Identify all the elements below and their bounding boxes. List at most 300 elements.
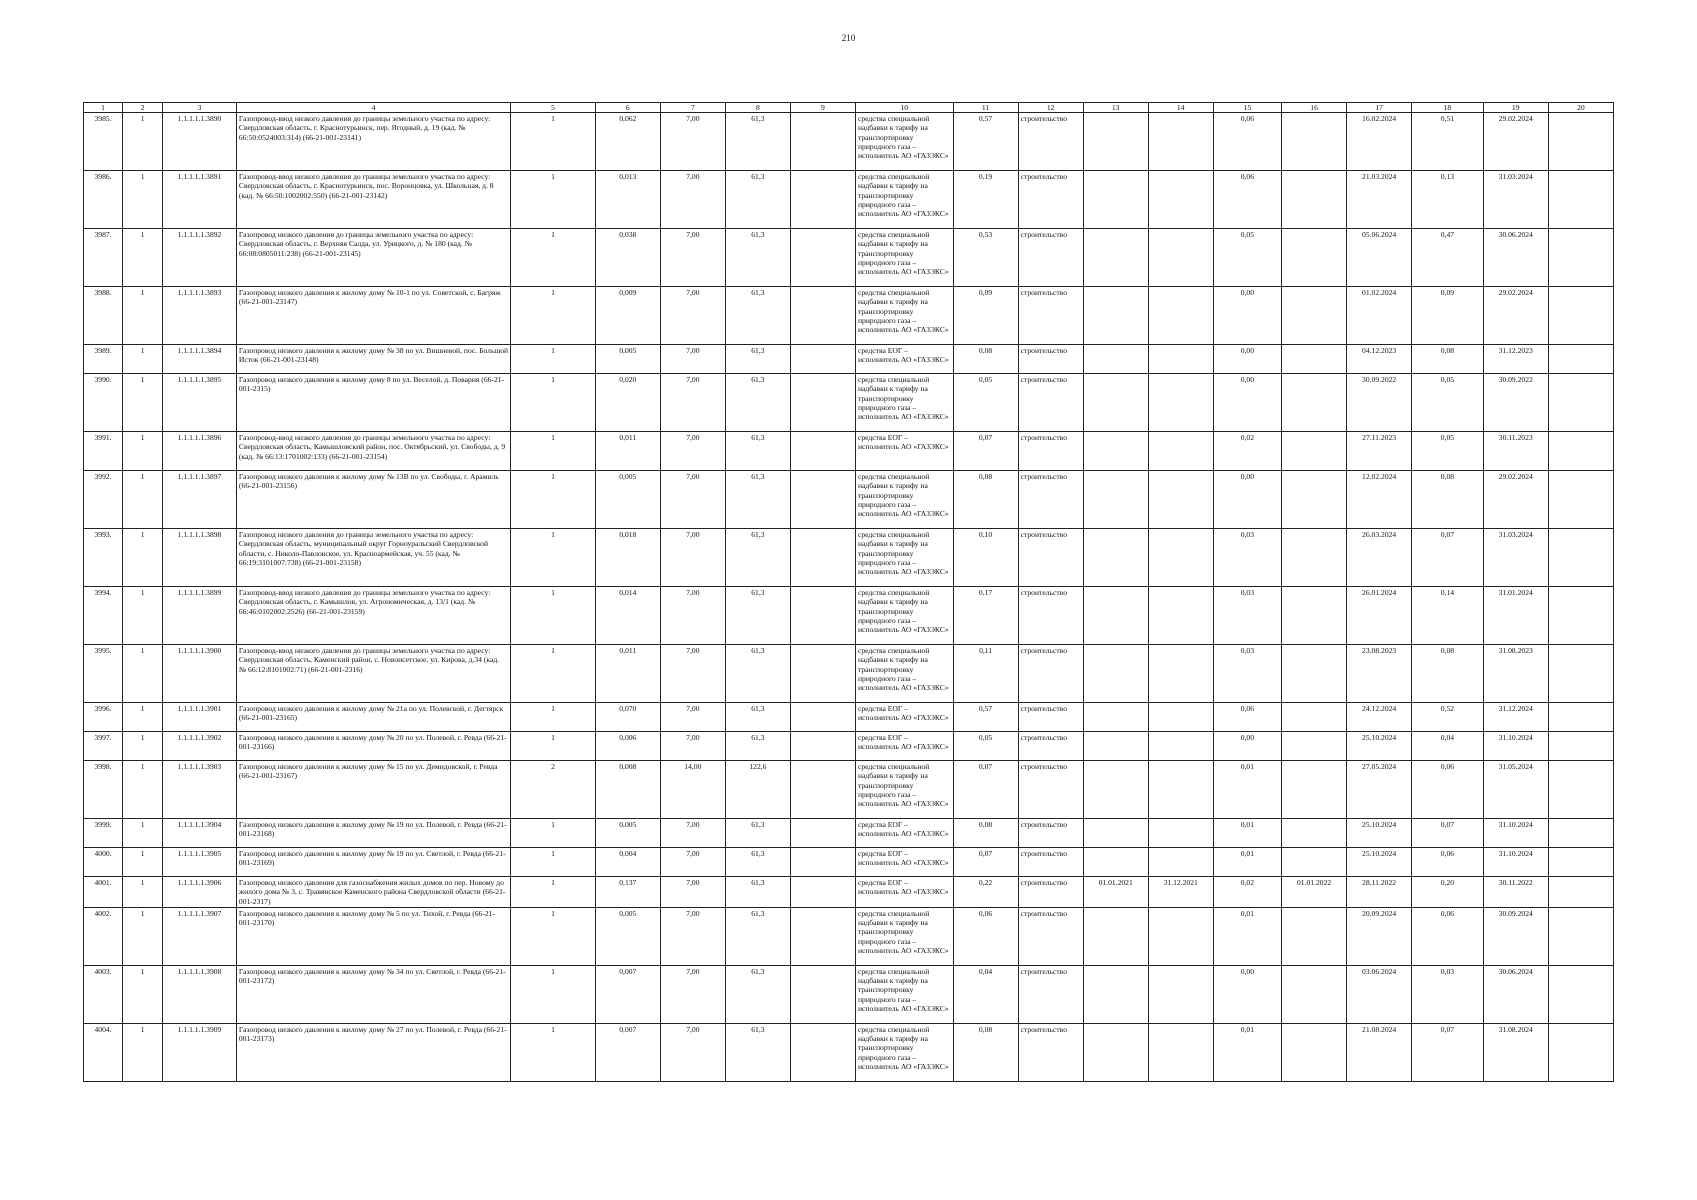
table-cell: 0,51 bbox=[1412, 113, 1484, 171]
table-cell bbox=[1548, 345, 1613, 374]
page-number: 210 bbox=[841, 33, 856, 43]
table-cell: 3991. bbox=[84, 432, 123, 471]
table-cell: 3993. bbox=[84, 529, 123, 587]
table-cell bbox=[1548, 907, 1613, 965]
table-cell bbox=[1282, 229, 1347, 287]
table-cell: 30.11.2022 bbox=[1483, 877, 1548, 908]
table-cell bbox=[1282, 171, 1347, 229]
table-cell: 20.09.2024 bbox=[1347, 907, 1412, 965]
table-cell bbox=[1282, 819, 1347, 848]
table-cell: 1.1.1.1.1.3899 bbox=[163, 587, 237, 645]
column-number-row bbox=[84, 103, 1614, 113]
table-cell: строительство bbox=[1018, 907, 1083, 965]
table-row bbox=[84, 819, 1614, 848]
table-cell: Газопровод низкого давления к жилому дому № 15 по ул. Демидовской, г. Ревда (66-21-001-23167) bbox=[236, 761, 510, 819]
table-cell: 1 bbox=[123, 229, 163, 287]
table-cell: 7,00 bbox=[660, 907, 725, 965]
table-cell bbox=[1282, 703, 1347, 732]
table-cell: 1.1.1.1.1.3908 bbox=[163, 965, 237, 1023]
table-cell: 0,013 bbox=[595, 171, 660, 229]
table-cell: Газопровод низкого давления к жилому дому № 5 по ул. Тихой, г. Ревда (66-21-001-23170) bbox=[236, 907, 510, 965]
table-cell bbox=[1282, 113, 1347, 171]
table-cell bbox=[1083, 848, 1148, 877]
table-cell: 0,05 bbox=[1412, 374, 1484, 432]
table-cell bbox=[1548, 645, 1613, 703]
table-row bbox=[84, 761, 1614, 819]
table-cell: 3996. bbox=[84, 703, 123, 732]
table-cell: 61,3 bbox=[725, 287, 790, 345]
table-cell: средства специальной надбавки к тарифу на транспортировку природного газа – исполнитель АО «ГАЗЭКС» bbox=[855, 587, 953, 645]
table-cell: 30.09.2022 bbox=[1347, 374, 1412, 432]
table-cell bbox=[1548, 732, 1613, 761]
table-cell: Газопровод-ввод низкого давления до границы земельного участка по адресу: Свердловская область, г. Камышлов, ул. Агрономическая, д. 13/1 (кад. № 66:46:0102002:2526) (66-21-001-23159) bbox=[236, 587, 510, 645]
table-cell bbox=[1548, 965, 1613, 1023]
table-cell: 1 bbox=[511, 587, 596, 645]
table-cell bbox=[790, 171, 855, 229]
table-cell: 0,02 bbox=[1213, 877, 1281, 908]
column-header: 15 bbox=[1213, 103, 1281, 113]
table-cell: 1.1.1.1.1.3895 bbox=[163, 374, 237, 432]
table-cell: строительство bbox=[1018, 345, 1083, 374]
table-cell: 0,08 bbox=[1412, 471, 1484, 529]
table-cell: 1 bbox=[511, 848, 596, 877]
table-cell bbox=[1282, 907, 1347, 965]
table-cell: 01.01.2021 bbox=[1083, 877, 1148, 908]
table-cell: 16.02.2024 bbox=[1347, 113, 1412, 171]
table-cell bbox=[1083, 171, 1148, 229]
table-cell: 3989. bbox=[84, 345, 123, 374]
column-header: 11 bbox=[953, 103, 1018, 113]
table-cell: Газопровод низкого давления к жилому дому № 38 по ул. Вишневой, пос. Большой Исток (66-21-001-23148) bbox=[236, 345, 510, 374]
table-cell: 01.01.2022 bbox=[1282, 877, 1347, 908]
table-cell: 0,004 bbox=[595, 848, 660, 877]
table-cell bbox=[1148, 287, 1213, 345]
table-cell: 61,3 bbox=[725, 848, 790, 877]
table-cell: средства специальной надбавки к тарифу на транспортировку природного газа – исполнитель АО «ГАЗЭКС» bbox=[855, 229, 953, 287]
table-cell: 1 bbox=[123, 432, 163, 471]
table-cell bbox=[1548, 432, 1613, 471]
table-cell: 7,00 bbox=[660, 529, 725, 587]
table-cell: 0,03 bbox=[1213, 587, 1281, 645]
table-cell: 61,3 bbox=[725, 113, 790, 171]
table-cell: 0,006 bbox=[595, 732, 660, 761]
table-cell: 0,17 bbox=[953, 587, 1018, 645]
table-cell: 0,05 bbox=[953, 732, 1018, 761]
table-cell: 61,3 bbox=[725, 345, 790, 374]
table-cell: 1.1.1.1.1.3905 bbox=[163, 848, 237, 877]
column-header: 1 bbox=[84, 103, 123, 113]
table-cell: средства ЕОГ – исполнитель АО «ГАЗЭКС» bbox=[855, 848, 953, 877]
table-cell: 30.06.2024 bbox=[1483, 229, 1548, 287]
table-cell: 1.1.1.1.1.3896 bbox=[163, 432, 237, 471]
table-cell: строительство bbox=[1018, 229, 1083, 287]
table-cell: 61,3 bbox=[725, 1023, 790, 1081]
table-cell: 0,009 bbox=[595, 287, 660, 345]
table-cell: 0,10 bbox=[953, 529, 1018, 587]
table-cell: 31.10.2024 bbox=[1483, 819, 1548, 848]
table-cell bbox=[1282, 345, 1347, 374]
table-cell: 0,00 bbox=[1213, 345, 1281, 374]
table-cell: 0,018 bbox=[595, 529, 660, 587]
table-cell: 1.1.1.1.1.3906 bbox=[163, 877, 237, 908]
table-cell bbox=[1083, 529, 1148, 587]
table-cell: 0,01 bbox=[1213, 907, 1281, 965]
table-cell: Газопровод низкого давления к жилому дому № 21а по ул. Полевской, г. Дегтярск (66-21-001-23165) bbox=[236, 703, 510, 732]
table-cell bbox=[1548, 587, 1613, 645]
table-cell: 31.05.2024 bbox=[1483, 761, 1548, 819]
table-cell: 3995. bbox=[84, 645, 123, 703]
table-cell: 4003. bbox=[84, 965, 123, 1023]
table-cell: 0,005 bbox=[595, 819, 660, 848]
table-cell: 1.1.1.1.1.3898 bbox=[163, 529, 237, 587]
table-row bbox=[84, 287, 1614, 345]
column-header: 20 bbox=[1548, 103, 1613, 113]
table-cell: 1 bbox=[123, 877, 163, 908]
table-cell: 0,005 bbox=[595, 345, 660, 374]
table-cell: 7,00 bbox=[660, 1023, 725, 1081]
table-cell: Газопровод низкого давления к жилому дому № 34 по ул. Светлой, г. Ревда (66-21-001-23172) bbox=[236, 965, 510, 1023]
table-cell bbox=[1548, 761, 1613, 819]
table-cell: 0,020 bbox=[595, 374, 660, 432]
table-cell bbox=[1148, 761, 1213, 819]
table-cell: 61,3 bbox=[725, 732, 790, 761]
table-row bbox=[84, 587, 1614, 645]
table-cell bbox=[1083, 471, 1148, 529]
table-cell: строительство bbox=[1018, 432, 1083, 471]
table-cell: 1.1.1.1.1.3893 bbox=[163, 287, 237, 345]
table-cell: 0,08 bbox=[953, 345, 1018, 374]
table-cell: 1 bbox=[511, 471, 596, 529]
table-cell bbox=[790, 819, 855, 848]
table-cell: 1.1.1.1.1.3891 bbox=[163, 171, 237, 229]
table-cell: средства ЕОГ – исполнитель АО «ГАЗЭКС» bbox=[855, 703, 953, 732]
table-cell: 14,00 bbox=[660, 761, 725, 819]
table-cell: 1 bbox=[511, 374, 596, 432]
table-cell: 31.10.2024 bbox=[1483, 848, 1548, 877]
table-cell bbox=[1148, 171, 1213, 229]
table-cell bbox=[1083, 732, 1148, 761]
table-cell: 0,06 bbox=[1412, 761, 1484, 819]
table-cell: 0,08 bbox=[1412, 345, 1484, 374]
table-cell bbox=[1548, 703, 1613, 732]
table-cell bbox=[1083, 345, 1148, 374]
table-cell: средства специальной надбавки к тарифу на транспортировку природного газа – исполнитель АО «ГАЗЭКС» bbox=[855, 529, 953, 587]
table-cell: 1 bbox=[511, 819, 596, 848]
table-cell: 7,00 bbox=[660, 848, 725, 877]
table-cell bbox=[1148, 965, 1213, 1023]
table-cell bbox=[790, 529, 855, 587]
table-cell: 0,02 bbox=[1213, 432, 1281, 471]
table-cell: 7,00 bbox=[660, 113, 725, 171]
table-cell bbox=[1282, 471, 1347, 529]
table-cell: средства специальной надбавки к тарифу на транспортировку природного газа – исполнитель АО «ГАЗЭКС» bbox=[855, 471, 953, 529]
table-cell: 7,00 bbox=[660, 703, 725, 732]
table-cell: 1 bbox=[123, 529, 163, 587]
table-cell: строительство bbox=[1018, 471, 1083, 529]
table-cell: 26.01.2024 bbox=[1347, 587, 1412, 645]
table-cell: 7,00 bbox=[660, 432, 725, 471]
table-cell bbox=[790, 877, 855, 908]
table-cell: 7,00 bbox=[660, 374, 725, 432]
table-cell: 61,3 bbox=[725, 529, 790, 587]
column-header: 17 bbox=[1347, 103, 1412, 113]
table-cell: строительство bbox=[1018, 819, 1083, 848]
table-cell bbox=[790, 907, 855, 965]
table-cell bbox=[1083, 287, 1148, 345]
table-cell: 3997. bbox=[84, 732, 123, 761]
table-cell bbox=[1282, 965, 1347, 1023]
table-cell: 31.01.2024 bbox=[1483, 587, 1548, 645]
table-cell bbox=[1083, 965, 1148, 1023]
table-cell: 30.09.2024 bbox=[1483, 907, 1548, 965]
table-cell: 7,00 bbox=[660, 587, 725, 645]
table-cell: 1 bbox=[511, 877, 596, 908]
table-cell: 12.02.2024 bbox=[1347, 471, 1412, 529]
table-cell: 1 bbox=[123, 732, 163, 761]
table-cell: 1 bbox=[123, 471, 163, 529]
table-cell bbox=[1148, 703, 1213, 732]
table-cell bbox=[1148, 432, 1213, 471]
table-cell bbox=[1083, 761, 1148, 819]
table-cell: 28.11.2022 bbox=[1347, 877, 1412, 908]
table-cell: 3986. bbox=[84, 171, 123, 229]
table-cell bbox=[1282, 761, 1347, 819]
table-cell: строительство bbox=[1018, 113, 1083, 171]
table-cell bbox=[790, 374, 855, 432]
table-cell: 0,05 bbox=[1213, 229, 1281, 287]
table-cell: 0,07 bbox=[1412, 1023, 1484, 1081]
table-cell bbox=[1083, 703, 1148, 732]
table-row bbox=[84, 345, 1614, 374]
table-cell: 31.10.2024 bbox=[1483, 732, 1548, 761]
table-cell: Газопровод низкого давления к жилому дому 8 по ул. Веселой, д. Поварня (66-21-001-2315) bbox=[236, 374, 510, 432]
column-header: 2 bbox=[123, 103, 163, 113]
table-cell: 0,005 bbox=[595, 471, 660, 529]
table-cell: 0,00 bbox=[1213, 732, 1281, 761]
table-row bbox=[84, 471, 1614, 529]
column-header: 16 bbox=[1282, 103, 1347, 113]
table-cell: 4004. bbox=[84, 1023, 123, 1081]
table-row bbox=[84, 907, 1614, 965]
table-row bbox=[84, 965, 1614, 1023]
table-cell: 0,07 bbox=[953, 761, 1018, 819]
table-cell: 30.06.2024 bbox=[1483, 965, 1548, 1023]
table-row bbox=[84, 432, 1614, 471]
table-cell: 04.12.2023 bbox=[1347, 345, 1412, 374]
table-cell: 1 bbox=[511, 287, 596, 345]
table-cell bbox=[1548, 113, 1613, 171]
table-cell bbox=[1148, 907, 1213, 965]
table-row bbox=[84, 374, 1614, 432]
table-cell bbox=[1282, 374, 1347, 432]
column-header: 7 bbox=[660, 103, 725, 113]
table-cell: 1 bbox=[123, 171, 163, 229]
table-cell: 0,08 bbox=[953, 1023, 1018, 1081]
table-cell: 1.1.1.1.1.3897 bbox=[163, 471, 237, 529]
table-cell: 0,005 bbox=[595, 907, 660, 965]
table-cell: 1.1.1.1.1.3894 bbox=[163, 345, 237, 374]
table-row bbox=[84, 529, 1614, 587]
table-cell: 30.09.2022 bbox=[1483, 374, 1548, 432]
table-cell: 31.08.2024 bbox=[1483, 1023, 1548, 1081]
table-cell: 1 bbox=[123, 645, 163, 703]
table-cell bbox=[1548, 471, 1613, 529]
table-cell: Газопровод низкого давления к жилому дому № 13В по ул. Свободы, г. Арамиль (66-21-001-23156) bbox=[236, 471, 510, 529]
table-cell: 3988. bbox=[84, 287, 123, 345]
table-cell: 31.03.2024 bbox=[1483, 171, 1548, 229]
table-cell: 1 bbox=[123, 848, 163, 877]
table-cell: 0,00 bbox=[1213, 374, 1281, 432]
table-cell: 61,3 bbox=[725, 877, 790, 908]
table-cell: 0,07 bbox=[953, 848, 1018, 877]
investment-program-table bbox=[83, 102, 1614, 1082]
table-cell bbox=[1548, 848, 1613, 877]
table-row bbox=[84, 171, 1614, 229]
table-cell: 26.03.2024 bbox=[1347, 529, 1412, 587]
table-cell: 0,07 bbox=[1412, 529, 1484, 587]
table-cell: 7,00 bbox=[660, 471, 725, 529]
table-cell: 1 bbox=[511, 645, 596, 703]
table-cell: 0,06 bbox=[1412, 848, 1484, 877]
table-cell: 61,3 bbox=[725, 965, 790, 1023]
table-cell: 0,08 bbox=[953, 819, 1018, 848]
table-cell: 25.10.2024 bbox=[1347, 732, 1412, 761]
table-cell: строительство bbox=[1018, 171, 1083, 229]
table-cell: Газопровод низкого давления к жилому дому № 19 по ул. Полевой, г. Ревда (66-21-001-23168) bbox=[236, 819, 510, 848]
table-cell: Газопровод низкого давления к жилому дому № 10-1 по ул. Советской, с. Багряж (66-21-001-23147) bbox=[236, 287, 510, 345]
table-cell: 1 bbox=[511, 171, 596, 229]
table-cell: 1.1.1.1.1.3909 bbox=[163, 1023, 237, 1081]
table-cell: 0,01 bbox=[1213, 761, 1281, 819]
table-cell: 1.1.1.1.1.3900 bbox=[163, 645, 237, 703]
table-cell: 7,00 bbox=[660, 345, 725, 374]
table-cell: 1 bbox=[511, 965, 596, 1023]
table-cell: 01.02.2024 bbox=[1347, 287, 1412, 345]
table-cell: 1 bbox=[123, 345, 163, 374]
table-cell bbox=[1282, 432, 1347, 471]
table-cell: 0,22 bbox=[953, 877, 1018, 908]
table-cell: средства специальной надбавки к тарифу на транспортировку природного газа – исполнитель АО «ГАЗЭКС» bbox=[855, 171, 953, 229]
table-cell bbox=[1083, 587, 1148, 645]
table-cell: строительство bbox=[1018, 1023, 1083, 1081]
table-cell bbox=[790, 471, 855, 529]
table-cell bbox=[1148, 113, 1213, 171]
column-header: 8 bbox=[725, 103, 790, 113]
table-cell: Газопровод низкого давления до границы земельного участка по адресу: Свердловская область, муниципальный округ Горноуральский Свердловской области, с. Николо-Павловское, ул. Красноармейская, уч. 55 (кад. № 66:19:3101007:738) (66-21-001-23158) bbox=[236, 529, 510, 587]
table-cell: 3998. bbox=[84, 761, 123, 819]
table-cell: 1 bbox=[123, 907, 163, 965]
table-cell: 0,07 bbox=[953, 432, 1018, 471]
table-cell: 7,00 bbox=[660, 732, 725, 761]
table-cell bbox=[790, 345, 855, 374]
table-row bbox=[84, 732, 1614, 761]
table-cell bbox=[1083, 432, 1148, 471]
column-header: 13 bbox=[1083, 103, 1148, 113]
table-cell: 3994. bbox=[84, 587, 123, 645]
table-cell: 3990. bbox=[84, 374, 123, 432]
table-cell: средства специальной надбавки к тарифу на транспортировку природного газа – исполнитель АО «ГАЗЭКС» bbox=[855, 907, 953, 965]
table-cell: 0,57 bbox=[953, 113, 1018, 171]
table-cell: 25.10.2024 bbox=[1347, 819, 1412, 848]
table-cell bbox=[1083, 113, 1148, 171]
table-cell: 0,03 bbox=[1412, 965, 1484, 1023]
table-row bbox=[84, 229, 1614, 287]
table-cell: 1 bbox=[511, 229, 596, 287]
table-cell: средства ЕОГ – исполнитель АО «ГАЗЭКС» bbox=[855, 877, 953, 908]
table-cell: средства ЕОГ – исполнитель АО «ГАЗЭКС» bbox=[855, 432, 953, 471]
table-cell: 29.02.2024 bbox=[1483, 113, 1548, 171]
table-cell bbox=[790, 732, 855, 761]
table-cell bbox=[1548, 819, 1613, 848]
table-cell: 1 bbox=[511, 113, 596, 171]
table-cell: 0,06 bbox=[1213, 113, 1281, 171]
table-cell bbox=[790, 432, 855, 471]
table-cell bbox=[1148, 529, 1213, 587]
table-cell: 7,00 bbox=[660, 645, 725, 703]
table-cell: 31.12.2023 bbox=[1483, 345, 1548, 374]
column-header: 4 bbox=[236, 103, 510, 113]
table-cell: 1 bbox=[123, 1023, 163, 1081]
table-cell: 2 bbox=[511, 761, 596, 819]
table-cell bbox=[1148, 229, 1213, 287]
table-cell: 0,08 bbox=[953, 471, 1018, 529]
table-cell bbox=[790, 229, 855, 287]
table-cell: 1 bbox=[123, 965, 163, 1023]
table-cell bbox=[1548, 171, 1613, 229]
column-header: 6 bbox=[595, 103, 660, 113]
table-cell: 1.1.1.1.1.3902 bbox=[163, 732, 237, 761]
table-cell bbox=[1083, 1023, 1148, 1081]
table-cell bbox=[1148, 819, 1213, 848]
table-cell: 0,14 bbox=[1412, 587, 1484, 645]
table-cell bbox=[790, 113, 855, 171]
table-cell: 61,3 bbox=[725, 374, 790, 432]
table-cell: средства специальной надбавки к тарифу на транспортировку природного газа – исполнитель АО «ГАЗЭКС» bbox=[855, 1023, 953, 1081]
table-cell: 7,00 bbox=[660, 287, 725, 345]
table-cell: 1 bbox=[123, 587, 163, 645]
table-cell: 0,52 bbox=[1412, 703, 1484, 732]
column-header: 19 bbox=[1483, 103, 1548, 113]
table-cell: 1 bbox=[511, 703, 596, 732]
table-cell: средства специальной надбавки к тарифу на транспортировку природного газа – исполнитель АО «ГАЗЭКС» bbox=[855, 374, 953, 432]
table-cell: 1 bbox=[511, 732, 596, 761]
table-cell: 7,00 bbox=[660, 877, 725, 908]
table-cell: 0,05 bbox=[1412, 432, 1484, 471]
table-row bbox=[84, 113, 1614, 171]
table-cell: строительство bbox=[1018, 529, 1083, 587]
table-cell: Газопровод-ввод низкого давления до границы земельного участка по адресу: Свердловская область, Камышловский район, пос. Октябрьский, ул. Свободы, д. 9 (кад. № 66:13:1701002:133) (66-21-001-23154) bbox=[236, 432, 510, 471]
table-cell: 61,3 bbox=[725, 819, 790, 848]
table-cell: строительство bbox=[1018, 877, 1083, 908]
table-cell: строительство bbox=[1018, 965, 1083, 1023]
table-cell: 0,09 bbox=[1412, 287, 1484, 345]
table-cell: 7,00 bbox=[660, 171, 725, 229]
table-cell: 0,53 bbox=[953, 229, 1018, 287]
table-cell: 1 bbox=[123, 374, 163, 432]
table-cell: 4002. bbox=[84, 907, 123, 965]
table-cell: 0,04 bbox=[1412, 732, 1484, 761]
table-cell: Газопровод низкого давления к жилому дому № 20 по ул. Полевой, г. Ревда (66-21-001-23166) bbox=[236, 732, 510, 761]
table-cell: 7,00 bbox=[660, 229, 725, 287]
table-cell: 3987. bbox=[84, 229, 123, 287]
table-cell: Газопровод низкого давления к жилому дому № 19 по ул. Светлой, г. Ревда (66-21-001-23169) bbox=[236, 848, 510, 877]
table-cell: 122,6 bbox=[725, 761, 790, 819]
table-cell: 31.12.2024 bbox=[1483, 703, 1548, 732]
table-cell bbox=[790, 703, 855, 732]
table-cell: 0,014 bbox=[595, 587, 660, 645]
table-cell: 1.1.1.1.1.3904 bbox=[163, 819, 237, 848]
table-cell: 0,007 bbox=[595, 1023, 660, 1081]
